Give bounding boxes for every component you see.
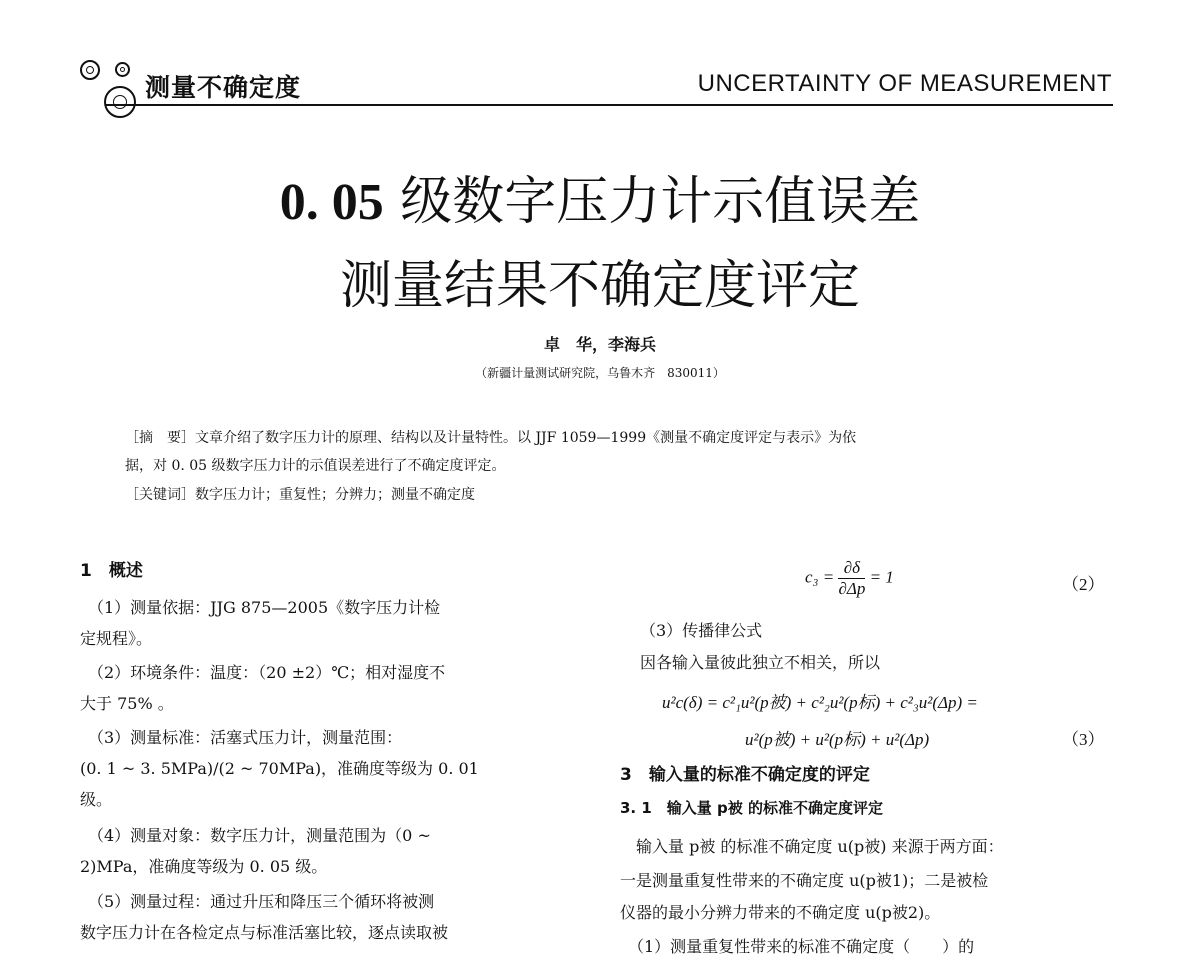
eq2-denominator: ∂Δp: [838, 579, 866, 598]
left-line-3: （2）环境条件：温度：（20 ±2）℃；相对湿度不: [80, 663, 446, 682]
right-line-2: 一是测量重复性带来的不确定度 u(p被1)；二是被检: [620, 871, 989, 890]
affiliation: （新疆计量测试研究院，乌鲁木齐 830011）: [475, 366, 725, 380]
eq2-lhs: c₃ =: [805, 567, 835, 587]
title-text: 级数字压力计示值误差: [400, 172, 921, 232]
eq2-fraction: [838, 558, 865, 599]
left-line-6: (0. 1 ~ 3. 5MPa)/(2 ~ 70MPa)，准确度等级为 0. 01: [80, 759, 479, 778]
right-line-4: （1）测量重复性带来的标准不确定度（ ）的: [620, 937, 975, 956]
section-3-heading: 3 输入量的标准不确定度的评定: [620, 765, 870, 785]
equation-3-line1: u²c(δ) = c²₁u²(p被) + c²₂u²(p标) + c²₃u²(Δp) =: [662, 693, 978, 712]
left-line-2: 定规程》。: [80, 629, 153, 648]
left-line-8: （4）测量对象：数字压力计，测量范围为（0 ~: [80, 826, 431, 845]
right-line-3: 仪器的最小分辨力带来的不确定度 u(p被2)。: [620, 903, 941, 922]
header-divider: [105, 104, 1113, 106]
equation-3-line2: u²(p被) + u²(p标) + u²(Δp): [745, 730, 930, 749]
subheading-propagation: （3）传播律公式: [640, 621, 763, 640]
authors: 卓 华，李海兵: [543, 335, 656, 354]
header-section-en: UNCERTAINTY OF MEASUREMENT: [697, 70, 1112, 97]
title-number: 0. 05: [279, 174, 384, 231]
left-line-9: 2)MPa，准确度等级为 0. 05 级。: [80, 857, 328, 876]
eq2-rhs: = 1: [869, 567, 894, 587]
abstract-line-2: 据，对 0. 05 级数字压力计的示值误差进行了不确定度评定。: [125, 458, 506, 474]
left-line-5: （3）测量标准：活塞式压力计，测量范围：: [80, 728, 403, 747]
eq2-numerator: ∂δ: [838, 558, 865, 579]
independence-text: 因各输入量彼此独立不相关，所以: [640, 653, 881, 672]
paper-title-line1: [0, 172, 1200, 233]
left-line-1: （1）测量依据：JJG 875—2005《数字压力计检: [80, 598, 441, 617]
paper-title-line2: 测量结果不确定度评定: [339, 256, 860, 316]
left-line-11: 数字压力计在各检定点与标准活塞比较，逐点读取被: [80, 923, 449, 942]
left-line-4: 大于 75% 。: [80, 694, 174, 713]
section-1-heading: 1 概述: [80, 561, 143, 581]
right-line-1: 输入量 p被 的标准不确定度 u(p被) 来源于两方面：: [620, 837, 1004, 856]
left-line-10: （5）测量过程：通过升压和降压三个循环将被测: [80, 892, 435, 911]
keywords: ［关键词］数字压力计；重复性；分辨力；测量不确定度: [125, 487, 475, 503]
equation-2-number: （2）: [1062, 575, 1105, 594]
equation-2: [805, 558, 894, 599]
left-line-7: 级。: [80, 790, 113, 809]
abstract-line-1: ［摘 要］文章介绍了数字压力计的原理、结构以及计量特性。以 JJF 1059—1999《测量不确定度评定与表示》为依: [125, 430, 857, 446]
section-3-1-heading: 3. 1 输入量 p被 的标准不确定度评定: [620, 799, 883, 817]
equation-3-number: （3）: [1062, 730, 1105, 749]
header-section-cn: 测量不确定度: [145, 73, 302, 102]
